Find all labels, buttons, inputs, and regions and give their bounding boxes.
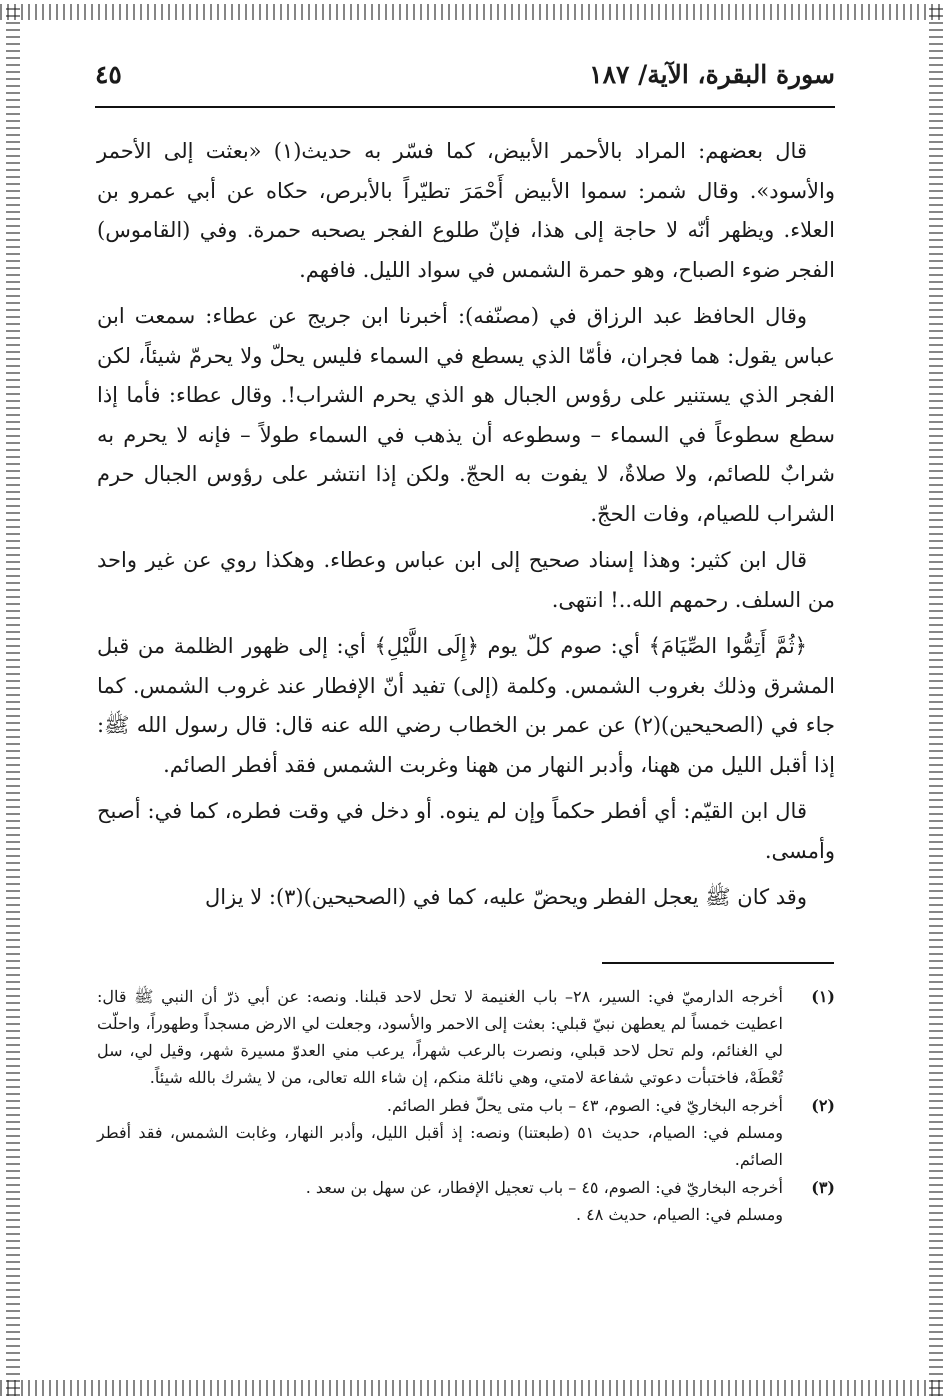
paragraph: قال ابن القيّم: أي أفطر حكماً وإن لم ينوه. أو دخل في وقت فطره، كما في: أصبح وأمسى.	[97, 799, 835, 863]
paragraph: وقال الحافظ عبد الرزاق في (مصنّفه): أخبرنا ابن جريج عن عطاء: سمعت ابن عباس يقول: هما فجران، فأمّا الذي يسطع في السماء فليس يحلّ ولا يحرمّ شيئاً، لكن الفجر الذي يستنير على رؤوس الجبال هو الذي يحرم الشراب!. وقال عطاء: فأما إذا سطع سطوعاً في السماء – وسطوعه أن يذهب في السماء طولاً – فإنه لا يحرم به شرابٌ للصائم، ولا صلاةٌ، لا يفوت به الحجّ. ولكن إذا انتشر على رؤوس الجبال حرم الشراب للصيام، وفات الحجّ.	[97, 304, 835, 526]
footnote-number: (١)	[811, 987, 835, 1006]
page-header	[95, 60, 835, 106]
ornamental-border-left	[6, 4, 20, 1396]
ornamental-border-top	[0, 4, 945, 20]
ornamental-border-bottom	[0, 1380, 945, 1396]
paragraph: وقد كان ﷺ يعجل الفطر ويحضّ عليه، كما في (الصحيحين)(٣): لا يزال	[205, 885, 807, 909]
paragraph: قال بعضهم: المراد بالأحمر الأبيض، كما فسّر به حديث(١) «بعثت إلى الأحمر والأسود». وقال شمر: سموا الأبيض أَحْمَرَ تطيّراً بالأبرص، حكاه عن أبي عمرو بن العلاء. ويظهر أنّه لا حاجة إلى هذا، فإنّ طلوع الفجر يصحبه حمرة. وفي (القاموس) الفجر ضوء الصباح، وهو حمرة الشمس في سواد الليل. فافهم.	[97, 139, 835, 282]
ornamental-border-right	[929, 4, 943, 1396]
footnote-text	[97, 1174, 783, 1228]
footnote-line: أخرجه الدارميّ في: السير، ٢٨– باب الغنيمة لا تحل لاحد قبلنا. ونصه: عن أبي ذرّ أن النبي ﷺ قال: اعطيت خمساً لم يعطهن نبيّ قبلي: بعثت إلى الاحمر والأسود، وجعلت لي الارض مسجداً وطهوراً، واحلّت لي الغنائم، ولم تحل لاحد قبلي، ونصرت بالرعب شهراً، يرعب مني العدوّ مسيرة شهر، وقيل لي، سل تُعْطَهْ، فاختبأت دعوتي شفاعة لامتي، وهي نائلة منكم، إن شاء الله تعالى، من لا يشرك بالله شيئاً.	[97, 987, 784, 1087]
running-title: سورة البقرة، الآية/ ١٨٧	[589, 60, 835, 89]
footnote-2	[97, 1092, 835, 1173]
footnotes	[97, 983, 835, 1229]
paragraph: قال ابن كثير: وهذا إسناد صحيح إلى ابن عباس وعطاء. وهكذا روي عن غير واحد من السلف. رحمهم الله..! انتهى.	[97, 548, 835, 612]
footnote-3	[97, 1174, 835, 1228]
header-rule	[95, 106, 835, 108]
footnote-1	[97, 983, 835, 1091]
page-number: ٤٥	[95, 60, 122, 89]
footnote-number: (٢)	[811, 1096, 835, 1115]
footnote-line: ومسلم في: الصيام، حديث ٤٨ .	[575, 1205, 783, 1224]
main-text	[97, 132, 835, 925]
footnote-separator	[602, 962, 834, 964]
footnote-line: أخرجه البخاريّ في: الصوم، ٤٥ – باب تعجيل الإفطار، عن سهل بن سعد .	[305, 1178, 783, 1197]
footnote-text	[97, 1092, 783, 1173]
footnote-number: (٣)	[811, 1178, 835, 1197]
paragraph: ﴿ثُمَّ أَتِمُّوا الصِّيَامَ﴾ أي: صوم كلّ يوم ﴿إِلَى اللَّيْلِ﴾ أي: إلى ظهور الظلمة من قبل المشرق وذلك بغروب الشمس. وكلمة (إلى) تفيد أنّ الإفطار عند غروب الشمس. كما جاء في (الصحيحين)(٢) عن عمر بن الخطاب رضي الله عنه قال: قال رسول الله ﷺ: إذا أقبل الليل من ههنا، وأدبر النهار من ههنا وغربت الشمس فقد أفطر الصائم.	[97, 634, 835, 777]
footnote-line: أخرجه البخاريّ في: الصوم، ٤٣ – باب متى يحلّ فطر الصائم.	[386, 1096, 783, 1115]
footnote-line: ومسلم في: الصيام، حديث ٥١ (طبعتنا) ونصه: إذ أقبل الليل، وأدبر النهار، وغابت الشمس، فقد أفطر الصائم.	[97, 1123, 784, 1169]
footnote-text	[97, 983, 783, 1091]
